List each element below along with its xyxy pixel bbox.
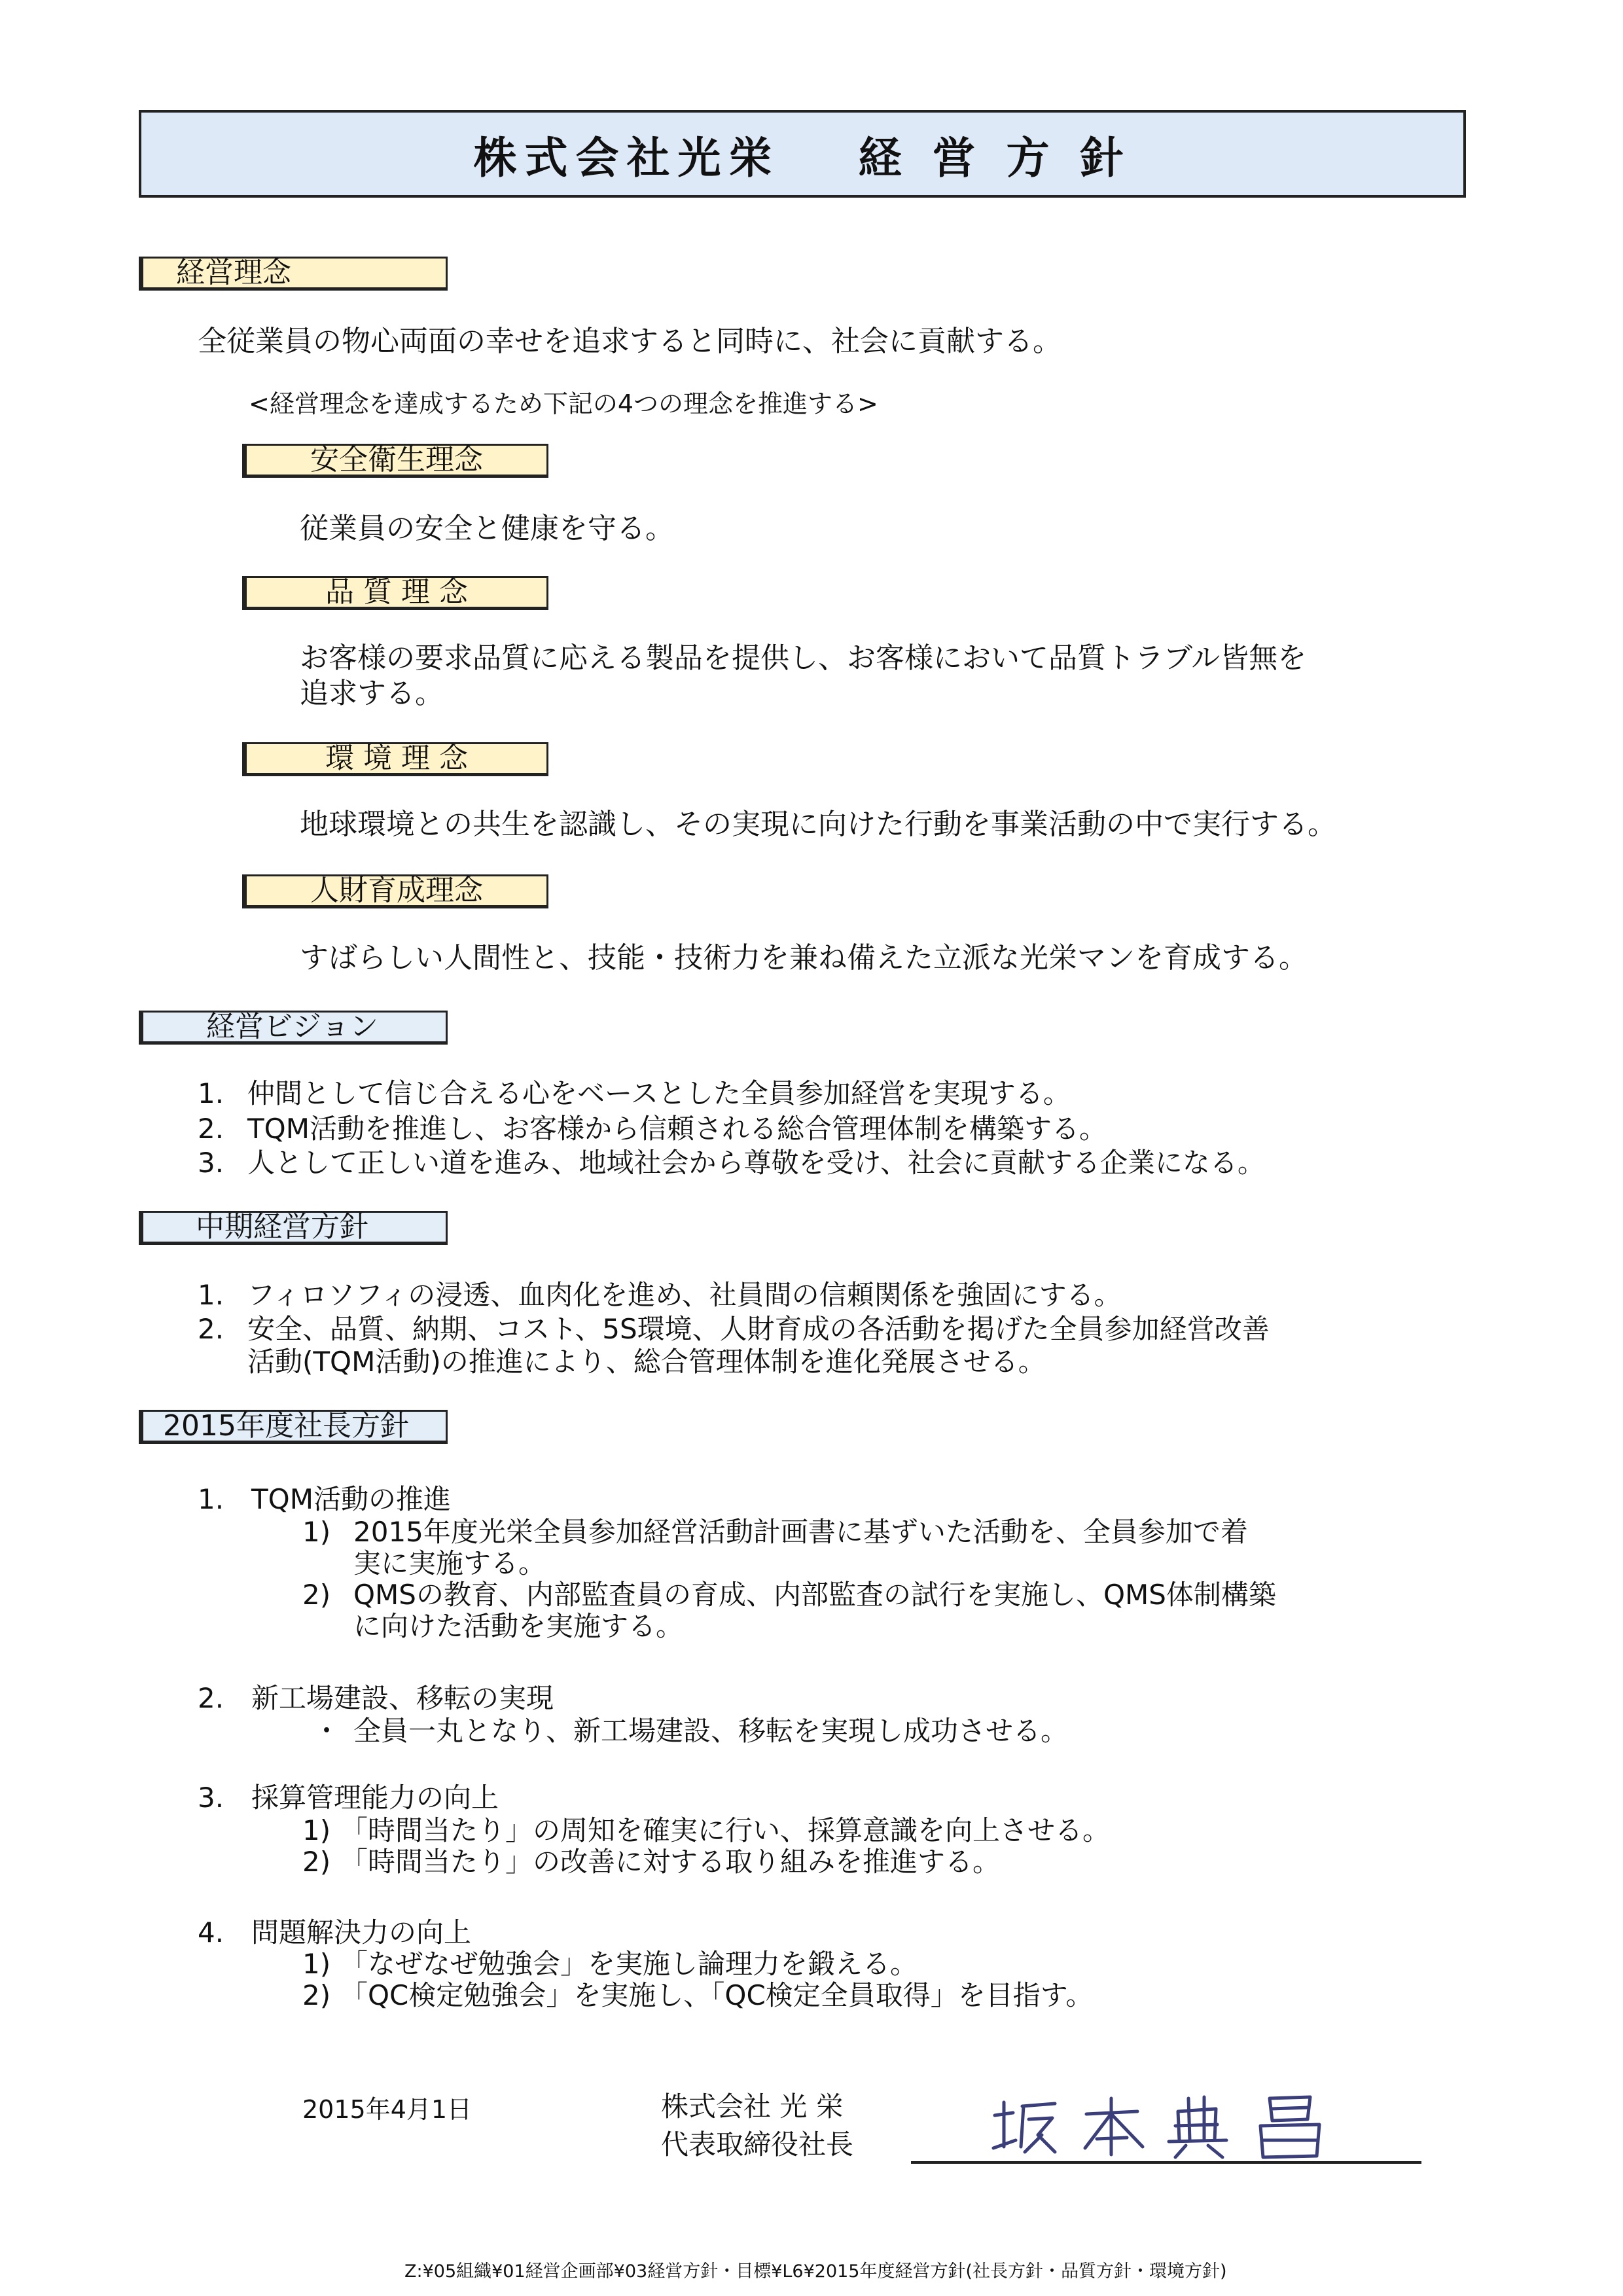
policy-3-1-mark: 1)	[302, 1814, 331, 1846]
policy-4-1-line1: 「なぜなぜ勉強会」を実施し論理力を鍛える。	[340, 1948, 918, 1980]
policy-4-2-mark: 2)	[302, 1979, 331, 2011]
issue-date: 2015年4月1日	[302, 2095, 473, 2124]
policy-4-2-line1: 「QC検定勉強会」を実施し、「QC検定全員取得」を目指す。	[340, 1979, 1094, 2011]
policy-1-1-line1: 2015年度光栄全員参加経営活動計画書に基ずいた活動を、全員参加で着	[353, 1516, 1248, 1548]
safety-philosophy-label: 安全衛生理念	[242, 444, 548, 478]
title-heading: 経 営 方 針	[858, 132, 1132, 183]
footer-position: 代表取締役社長	[661, 2128, 854, 2161]
quality-philosophy-text-line1: お客様の要求品質に応える製品を提供し、お客様において品質トラブル皆無を	[300, 641, 1307, 675]
quality-philosophy-label: 品 質 理 念	[242, 576, 548, 610]
policy-2-num: 2.	[198, 1682, 224, 1714]
policy-2-1-mark: ・	[313, 1715, 341, 1747]
vision-item-1-num: 1.	[198, 1077, 224, 1109]
philosophy-note: <経営理念を達成するため下記の4つの理念を推進する>	[249, 389, 878, 418]
policy-1-1-line2: 実に実施する。	[353, 1547, 546, 1579]
policy-1-heading: TQM活動の推進	[251, 1483, 451, 1515]
vision-item-2: TQM活動を推進し、お客様から信頼される総合管理体制を構築する。	[247, 1113, 1107, 1145]
signature-image	[982, 2089, 1361, 2161]
midterm-item-1-num: 1.	[198, 1279, 224, 1311]
policy-3-1-line1: 「時間当たり」の周知を確実に行い、採算意識を向上させる。	[340, 1814, 1111, 1846]
signature-line	[911, 2161, 1421, 2164]
vision-item-3-num: 3.	[198, 1147, 224, 1179]
policy-4-heading: 問題解決力の向上	[251, 1916, 472, 1948]
quality-philosophy-text-line2: 追求する。	[300, 677, 444, 710]
policy-1-1-mark: 1)	[302, 1516, 331, 1548]
philosophy-label: 経営理念	[139, 257, 448, 291]
midterm-item-1: フィロソフィの浸透、血肉化を進め、社員間の信頼関係を強固にする。	[247, 1279, 1122, 1311]
midterm-item-2-line1: 安全、品質、納期、コスト、5S環境、人財育成の各活動を掲げた全員参加経営改善	[247, 1313, 1270, 1345]
vision-item-2-num: 2.	[198, 1113, 224, 1145]
environment-philosophy-text: 地球環境との共生を認識し、その実現に向けた行動を事業活動の中で実行する。	[300, 808, 1336, 841]
policy-1-num: 1.	[198, 1483, 224, 1515]
policy-3-heading: 採算管理能力の向上	[251, 1782, 499, 1814]
hr-philosophy-label: 人財育成理念	[242, 874, 548, 908]
policy-1-2-mark: 2)	[302, 1579, 331, 1611]
policy-1-2-line1: QMSの教育、内部監査員の育成、内部監査の試行を実施し、QMS体制構築	[353, 1579, 1276, 1611]
policy-3-num: 3.	[198, 1782, 224, 1814]
file-path: Z:¥05組織¥01経営企画部¥03経営方針・目標¥L6¥2015年度経営方針(社長方針・品質方針・環境方針)	[404, 2261, 1227, 2282]
title-banner	[139, 110, 1466, 198]
footer-company: 株式会社 光 栄	[661, 2090, 844, 2123]
policy2015-label: 2015年度社長方針	[139, 1410, 448, 1444]
policy-2-heading: 新工場建設、移転の実現	[251, 1682, 554, 1714]
policy-4-num: 4.	[198, 1916, 224, 1948]
hr-philosophy-text: すばらしい人間性と、技能・技術力を兼ね備えた立派な光栄マンを育成する。	[300, 941, 1308, 975]
philosophy-statement: 全従業員の物心両面の幸せを追求すると同時に、社会に貢献する。	[198, 325, 1061, 358]
policy-2-1-line1: 全員一丸となり、新工場建設、移転を実現し成功させる。	[353, 1715, 1069, 1747]
policy-4-1-mark: 1)	[302, 1948, 331, 1980]
title-company: 株式会社光栄	[473, 132, 780, 183]
policy-1-2-line2: に向けた活動を実施する。	[353, 1610, 684, 1642]
midterm-item-2-line2: 活動(TQM活動)の推進により、総合管理体制を進化発展させる。	[247, 1346, 1046, 1378]
safety-philosophy-text: 従業員の安全と健康を守る。	[300, 512, 674, 545]
vision-item-1: 仲間として信じ合える心をベースとした全員参加経営を実現する。	[247, 1077, 1071, 1109]
environment-philosophy-label: 環 境 理 念	[242, 742, 548, 776]
policy-3-2-line1: 「時間当たり」の改善に対する取り組みを推進する。	[340, 1846, 1001, 1878]
midterm-label: 中期経営方針	[139, 1211, 448, 1245]
policy-3-2-mark: 2)	[302, 1846, 331, 1878]
midterm-item-2-num: 2.	[198, 1313, 224, 1345]
vision-item-3: 人として正しい道を進み、地域社会から尊敬を受け、社会に貢献する企業になる。	[247, 1147, 1265, 1179]
vision-label: 経営ビジョン	[139, 1011, 448, 1045]
